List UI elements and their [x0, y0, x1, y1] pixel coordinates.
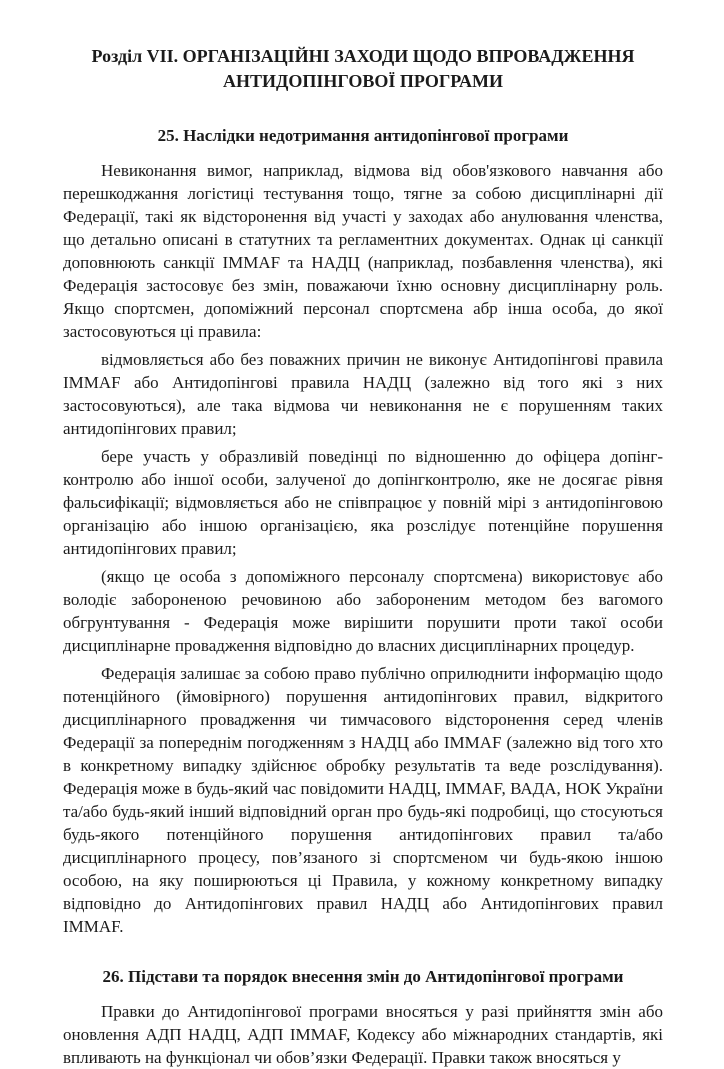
- paragraph-amendments-intro: Правки до Антидопінгової програми вносяться у разі прийняття змін або оновлення АДП НАДЦ, АДП IMMAF, Кодексу або міжнародних стандартів, які впливають на функціонал чи обов’язки Федерації. Правки також вносяться у: [63, 1002, 663, 1067]
- paragraph-noncompliance-intro: Невиконання вимог, наприклад, відмова від обов'язкового навчання або перешкоджання логістиці тестування тощо, тягне за собою дисциплінарні дії Федерації, такі як відсторонення від участі у заходах або анулювання членства, що детально описані в статутних та регламентних документах. Однак ці санкції доповнюють санкції IMMAF та НАДЦ (наприклад, позбавлення членства), які Федерація застосовує без змін, поважаючи їхню основну дисциплінарну роль. Якщо спортсмен, допоміжний персонал спортсмена абр інша особа, до якої застосовуються ці правила:: [63, 161, 663, 341]
- paragraph-refusal-clause: відмовляється або без поважних причин не виконує Антидопінгові правила IMMAF або Антидопінгові правила НАДЦ (залежно від того які з них застосовуються), але така відмова чи невиконання не є порушенням таких антидопінгових правил;: [63, 350, 663, 438]
- section-heading-25: 25. Наслідки недотримання антидопінгової програми: [157, 126, 569, 145]
- paragraph-offensive-conduct-clause: бере участь у образливій поведінці по відношенню до офіцера допінг-контролю або іншої особи, залученої до допінгконтролю, яке не досягає рівня фальсифікації; відмовляється або не співпрацює у повній мірі з антидопінговою організацію або іншою організацією, яка розслідує потенційне порушення антидопінгових правил;: [63, 447, 663, 558]
- section-heading-26: 26. Підстави та порядок внесення змін до Антидопінгової програми: [102, 967, 624, 986]
- paragraph-support-personnel-clause: (якщо це особа з допоміжного персоналу спортсмена) використовує або володіє забороненою речовиною або забороненим методом без вагомого обгрунтування - Федерація може вирішити порушити проти такої особи дисциплінарне провадження відповідно до власних дисциплінарних процедур.: [63, 567, 663, 655]
- paragraph-disclosure-rights: Федерація залишає за собою право публічно оприлюднити інформацію щодо потенційного (ймовірного) порушення антидопінгових правил, відкритого дисциплінарного провадження чи тимчасового відсторонення серед членів Федерації за попереднім погодженням з НАДЦ або IMMAF (залежно від того хто в конкретному випадку здійснює обробку результатів та веде розслідування). Федерація може в будь-який час повідомити НАДЦ, IMMAF, ВАДА, НОК України та/або будь-який інший відповідний орган про будь-які подробиці, що стосуються будь-якого потенційного порушення антидопінгових правил та/або дисциплінарного процесу, пов’язаного зі спортсменом чи будь-якою іншою особою, на яку поширюються ці Правила, у кожному конкретному випадку відповідно до Антидопінгових правил НАДЦ або Антидопінгових правил IMMAF.: [63, 664, 663, 936]
- chapter-title: Розділ VII. ОРГАНІЗАЦІЙНІ ЗАХОДИ ЩОДО ВПРОВАДЖЕННЯ АНТИДОПІНГОВОЇ ПРОГРАМИ: [91, 46, 635, 91]
